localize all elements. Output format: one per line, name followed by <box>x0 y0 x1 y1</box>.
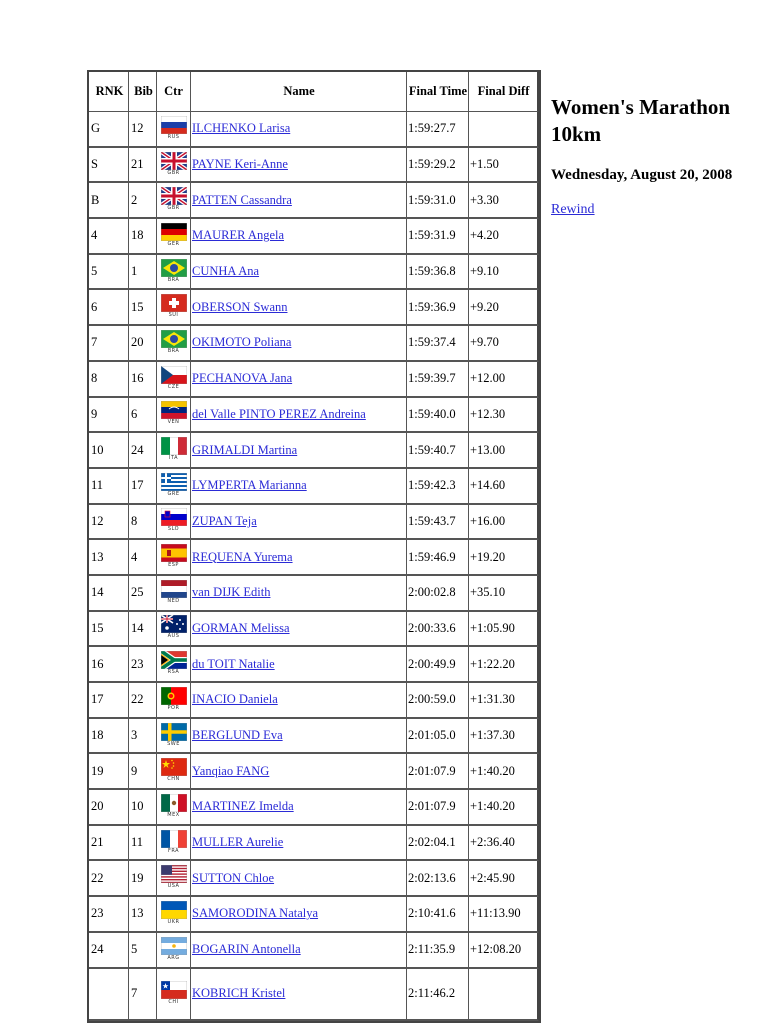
name-cell <box>191 183 407 219</box>
country-code: SUI <box>168 312 179 319</box>
table-row <box>89 826 539 862</box>
athlete-name-link[interactable]: LYMPERTA Marianna <box>192 478 307 493</box>
table-row <box>89 647 539 683</box>
rank-cell: 23 <box>89 897 129 933</box>
athlete-name-link[interactable]: MULLER Aurelie <box>192 835 284 850</box>
rank-cell: 18 <box>89 719 129 755</box>
country-code: FRA <box>167 847 180 854</box>
country-cell <box>157 719 191 755</box>
bib-cell: 5 <box>129 933 157 969</box>
name-cell <box>191 576 407 612</box>
table-row <box>89 969 539 1021</box>
results-body <box>89 112 539 1021</box>
final-diff-cell: +1:22.20 <box>469 647 539 683</box>
country-cell <box>157 505 191 541</box>
final-diff-cell: +9.20 <box>469 290 539 326</box>
cze-flag-icon <box>161 366 187 392</box>
bib-cell: 10 <box>129 790 157 826</box>
gre-flag-icon <box>161 473 187 499</box>
bib-cell: 19 <box>129 861 157 897</box>
country-cell <box>157 433 191 469</box>
bib-cell: 23 <box>129 647 157 683</box>
athlete-name-link[interactable]: OBERSON Swann <box>192 299 288 314</box>
final-diff-cell: +35.10 <box>469 576 539 612</box>
bib-cell: 25 <box>129 576 157 612</box>
table-row <box>89 683 539 719</box>
final-diff-cell: +12.00 <box>469 362 539 398</box>
final-diff-cell: +1:31.30 <box>469 683 539 719</box>
bib-cell: 7 <box>129 969 157 1021</box>
final-time-cell: 1:59:36.9 <box>407 290 469 326</box>
table-row <box>89 219 539 255</box>
final-diff-cell: +2:45.90 <box>469 861 539 897</box>
name-cell <box>191 505 407 541</box>
bib-cell: 11 <box>129 826 157 862</box>
gbr-flag-icon <box>161 152 187 178</box>
table-row <box>89 897 539 933</box>
athlete-name-link[interactable]: MARTINEZ Imelda <box>192 799 294 814</box>
rewind-link[interactable]: Rewind <box>551 202 595 217</box>
athlete-name-link[interactable]: ILCHENKO Larisa <box>192 121 291 136</box>
final-diff-cell: +12.30 <box>469 398 539 434</box>
name-cell <box>191 683 407 719</box>
bib-cell: 12 <box>129 112 157 148</box>
final-diff-cell: +16.00 <box>469 505 539 541</box>
country-code: ARG <box>167 954 180 961</box>
bib-cell: 8 <box>129 505 157 541</box>
country-cell <box>157 826 191 862</box>
rank-cell: 16 <box>89 647 129 683</box>
name-cell <box>191 433 407 469</box>
athlete-name-link[interactable]: KOBRICH Kristel <box>192 986 286 1000</box>
final-diff-cell: +14.60 <box>469 469 539 505</box>
athlete-name-link[interactable]: REQUENA Yurema <box>192 549 293 564</box>
athlete-name-link[interactable]: PATTEN Cassandra <box>192 192 292 207</box>
final-time-cell: 2:02:13.6 <box>407 861 469 897</box>
rank-cell: 19 <box>89 754 129 790</box>
country-cell <box>157 183 191 219</box>
rank-cell: 8 <box>89 362 129 398</box>
name-cell <box>191 326 407 362</box>
country-code: POR <box>167 704 180 711</box>
country-cell <box>157 219 191 255</box>
country-code: GER <box>167 240 180 247</box>
name-cell <box>191 112 407 148</box>
results-table <box>87 70 541 1023</box>
bra-flag-icon <box>161 259 187 285</box>
sui-flag-icon <box>161 294 187 320</box>
name-cell <box>191 897 407 933</box>
final-diff-cell: +1:40.20 <box>469 790 539 826</box>
bib-cell: 6 <box>129 398 157 434</box>
country-code: RSA <box>167 669 180 676</box>
rank-cell: 10 <box>89 433 129 469</box>
name-cell <box>191 754 407 790</box>
mex-flag-icon <box>161 794 187 820</box>
athlete-name-link[interactable]: van DIJK Edith <box>192 585 271 600</box>
name-cell <box>191 790 407 826</box>
rank-cell: 14 <box>89 576 129 612</box>
country-cell <box>157 969 191 1021</box>
bib-cell: 18 <box>129 219 157 255</box>
country-code: ITA <box>168 455 179 462</box>
table-row <box>89 505 539 541</box>
event-info-panel <box>551 94 751 218</box>
ned-flag-icon <box>161 580 187 606</box>
table-row <box>89 469 539 505</box>
bra-flag-icon <box>161 330 187 356</box>
aus-flag-icon <box>161 615 187 641</box>
por-flag-icon <box>161 687 187 713</box>
final-time-cell: 2:10:41.6 <box>407 897 469 933</box>
country-cell <box>157 790 191 826</box>
country-cell <box>157 647 191 683</box>
country-cell <box>157 683 191 719</box>
country-code: UKR <box>167 918 180 925</box>
final-diff-cell: +2:36.40 <box>469 826 539 862</box>
table-row <box>89 112 539 148</box>
name-cell <box>191 290 407 326</box>
rank-cell: 21 <box>89 826 129 862</box>
name-cell <box>191 469 407 505</box>
gbr-flag-icon <box>161 187 187 213</box>
final-time-cell: 1:59:43.7 <box>407 505 469 541</box>
athlete-name-link[interactable]: INACIO Daniela <box>192 692 278 707</box>
country-cell <box>157 576 191 612</box>
rsa-flag-icon <box>161 651 187 677</box>
final-time-cell: 2:11:46.2 <box>407 969 469 1021</box>
bib-cell: 9 <box>129 754 157 790</box>
rank-cell: 17 <box>89 683 129 719</box>
ukr-flag-icon <box>161 901 187 927</box>
rank-cell: B <box>89 183 129 219</box>
event-date: Wednesday, August 20, 2008 <box>551 167 733 183</box>
bib-cell: 21 <box>129 148 157 184</box>
table-row <box>89 612 539 648</box>
athlete-name-link[interactable]: GRIMALDI Martina <box>192 442 298 457</box>
athlete-name-link[interactable]: CUNHA Ana <box>192 264 260 279</box>
athlete-name-link[interactable]: MAURER Angela <box>192 228 285 243</box>
rank-cell: 9 <box>89 398 129 434</box>
bib-cell: 14 <box>129 612 157 648</box>
table-row <box>89 290 539 326</box>
athlete-name-link[interactable]: SUTTON Chloe <box>192 870 275 885</box>
final-diff-cell: +1:37.30 <box>469 719 539 755</box>
rank-cell: S <box>89 148 129 184</box>
final-diff-cell: +4.20 <box>469 219 539 255</box>
chi-flag-icon <box>161 981 187 1007</box>
final-time-cell: 1:59:27.7 <box>407 112 469 148</box>
country-cell <box>157 897 191 933</box>
usa-flag-icon <box>161 865 187 891</box>
rank-cell: 15 <box>89 612 129 648</box>
final-time-cell: 1:59:31.9 <box>407 219 469 255</box>
rank-cell: 4 <box>89 219 129 255</box>
country-code: RUS <box>167 133 180 140</box>
rank-cell: 11 <box>89 469 129 505</box>
country-code: CHI <box>168 998 179 1005</box>
rank-cell: G <box>89 112 129 148</box>
athlete-name-link[interactable]: PECHANOVA Jana <box>192 371 293 386</box>
athlete-name-link[interactable]: BOGARIN Antonella <box>192 942 301 957</box>
athlete-name-link[interactable]: PAYNE Keri-Anne <box>192 157 288 172</box>
rank-cell: 22 <box>89 861 129 897</box>
final-time-cell: 2:00:49.9 <box>407 647 469 683</box>
bib-cell: 20 <box>129 326 157 362</box>
name-cell <box>191 255 407 291</box>
table-row <box>89 398 539 434</box>
country-code: MEX <box>167 811 180 818</box>
final-diff-cell: +1:05.90 <box>469 612 539 648</box>
country-code: CZE <box>167 383 180 390</box>
athlete-name-link[interactable]: del Valle PINTO PEREZ Andreina <box>192 406 366 421</box>
fra-flag-icon <box>161 830 187 856</box>
athlete-name-link[interactable]: BERGLUND Eva <box>192 728 283 743</box>
table-row <box>89 148 539 184</box>
athlete-name-link[interactable]: Yanqiao FANG <box>192 763 270 778</box>
name-cell <box>191 148 407 184</box>
final-diff-cell: +12:08.20 <box>469 933 539 969</box>
country-code: GBR <box>167 169 180 176</box>
final-diff-cell: +11:13.90 <box>469 897 539 933</box>
athlete-name-link[interactable]: GORMAN Melissa <box>192 620 290 635</box>
country-cell <box>157 754 191 790</box>
country-cell <box>157 326 191 362</box>
table-row <box>89 754 539 790</box>
header-row <box>89 72 539 112</box>
final-diff-cell: +19.20 <box>469 540 539 576</box>
table-row <box>89 326 539 362</box>
final-time-cell: 2:01:07.9 <box>407 790 469 826</box>
country-code: USA <box>167 883 180 890</box>
country-code: CHN <box>167 776 180 783</box>
swe-flag-icon <box>161 723 187 749</box>
bib-cell: 16 <box>129 362 157 398</box>
final-time-cell: 1:59:42.3 <box>407 469 469 505</box>
country-code: AUS <box>167 633 180 640</box>
event-title: Women's Marathon 10km <box>551 95 731 146</box>
ven-flag-icon <box>161 401 187 427</box>
table-row <box>89 933 539 969</box>
table-row <box>89 255 539 291</box>
rus-flag-icon <box>161 116 187 142</box>
final-diff-cell: +9.70 <box>469 326 539 362</box>
name-cell <box>191 933 407 969</box>
athlete-name-link[interactable]: OKIMOTO Poliana <box>192 335 292 350</box>
col-header-name: Name <box>191 72 407 112</box>
bib-cell: 3 <box>129 719 157 755</box>
country-cell <box>157 933 191 969</box>
rank-cell: 12 <box>89 505 129 541</box>
final-diff-cell: +9.10 <box>469 255 539 291</box>
bib-cell: 15 <box>129 290 157 326</box>
final-time-cell: 1:59:31.0 <box>407 183 469 219</box>
rank-cell: 24 <box>89 933 129 969</box>
final-time-cell: 2:11:35.9 <box>407 933 469 969</box>
col-header-final-time: Final Time <box>407 72 469 112</box>
final-time-cell: 2:02:04.1 <box>407 826 469 862</box>
table-row <box>89 790 539 826</box>
name-cell <box>191 719 407 755</box>
final-diff-cell: +13.00 <box>469 433 539 469</box>
final-time-cell: 1:59:40.0 <box>407 398 469 434</box>
final-time-cell: 2:00:02.8 <box>407 576 469 612</box>
name-cell <box>191 969 407 1021</box>
table-row <box>89 576 539 612</box>
final-time-cell: 2:00:59.0 <box>407 683 469 719</box>
country-cell <box>157 255 191 291</box>
slo-flag-icon <box>161 508 187 534</box>
rank-cell: 20 <box>89 790 129 826</box>
country-code: VEN <box>167 419 180 426</box>
country-code: BRA <box>167 347 180 354</box>
bib-cell: 1 <box>129 255 157 291</box>
name-cell <box>191 647 407 683</box>
country-code: NED <box>167 597 180 604</box>
table-row <box>89 540 539 576</box>
name-cell <box>191 826 407 862</box>
final-diff-cell: +1.50 <box>469 148 539 184</box>
final-time-cell: 1:59:29.2 <box>407 148 469 184</box>
country-code: GRE <box>167 490 180 497</box>
country-cell <box>157 469 191 505</box>
ger-flag-icon <box>161 223 187 249</box>
chn-flag-icon <box>161 758 187 784</box>
arg-flag-icon <box>161 937 187 963</box>
final-time-cell: 2:01:05.0 <box>407 719 469 755</box>
country-cell <box>157 540 191 576</box>
ita-flag-icon <box>161 437 187 463</box>
name-cell <box>191 540 407 576</box>
bib-cell: 24 <box>129 433 157 469</box>
country-code: SLO <box>167 526 180 533</box>
athlete-name-link[interactable]: du TOIT Natalie <box>192 656 275 671</box>
name-cell <box>191 362 407 398</box>
final-time-cell: 1:59:36.8 <box>407 255 469 291</box>
final-diff-cell <box>469 969 539 1021</box>
rank-cell: 5 <box>89 255 129 291</box>
country-cell <box>157 112 191 148</box>
table-row <box>89 433 539 469</box>
final-time-cell: 1:59:39.7 <box>407 362 469 398</box>
country-cell <box>157 398 191 434</box>
name-cell <box>191 398 407 434</box>
col-header-bib: Bib <box>129 72 157 112</box>
country-cell <box>157 861 191 897</box>
col-header-ctr: Ctr <box>157 72 191 112</box>
final-time-cell: 1:59:40.7 <box>407 433 469 469</box>
country-cell <box>157 362 191 398</box>
name-cell <box>191 219 407 255</box>
esp-flag-icon <box>161 544 187 570</box>
final-diff-cell: +1:40.20 <box>469 754 539 790</box>
athlete-name-link[interactable]: SAMORODINA Natalya <box>192 906 319 921</box>
bib-cell: 17 <box>129 469 157 505</box>
bib-cell: 22 <box>129 683 157 719</box>
final-diff-cell <box>469 112 539 148</box>
country-cell <box>157 148 191 184</box>
country-cell <box>157 290 191 326</box>
final-time-cell: 2:00:33.6 <box>407 612 469 648</box>
athlete-name-link[interactable]: ZUPAN Teja <box>192 513 257 528</box>
country-code: ESP <box>168 562 179 569</box>
name-cell <box>191 612 407 648</box>
table-row <box>89 719 539 755</box>
col-header-final-diff: Final Diff <box>469 72 539 112</box>
bib-cell: 13 <box>129 897 157 933</box>
final-time-cell: 1:59:46.9 <box>407 540 469 576</box>
final-diff-cell: +3.30 <box>469 183 539 219</box>
bib-cell: 4 <box>129 540 157 576</box>
rank-cell: 13 <box>89 540 129 576</box>
rank-cell: 7 <box>89 326 129 362</box>
name-cell <box>191 861 407 897</box>
bib-cell: 2 <box>129 183 157 219</box>
country-cell <box>157 612 191 648</box>
rank-cell: 6 <box>89 290 129 326</box>
table-row <box>89 183 539 219</box>
final-time-cell: 1:59:37.4 <box>407 326 469 362</box>
country-code: GBR <box>167 205 180 212</box>
col-header-rnk: RNK <box>89 72 129 112</box>
rank-cell <box>89 969 129 1021</box>
country-code: BRA <box>167 276 180 283</box>
table-row <box>89 861 539 897</box>
country-code: SWE <box>167 740 180 747</box>
table-row <box>89 362 539 398</box>
final-time-cell: 2:01:07.9 <box>407 754 469 790</box>
